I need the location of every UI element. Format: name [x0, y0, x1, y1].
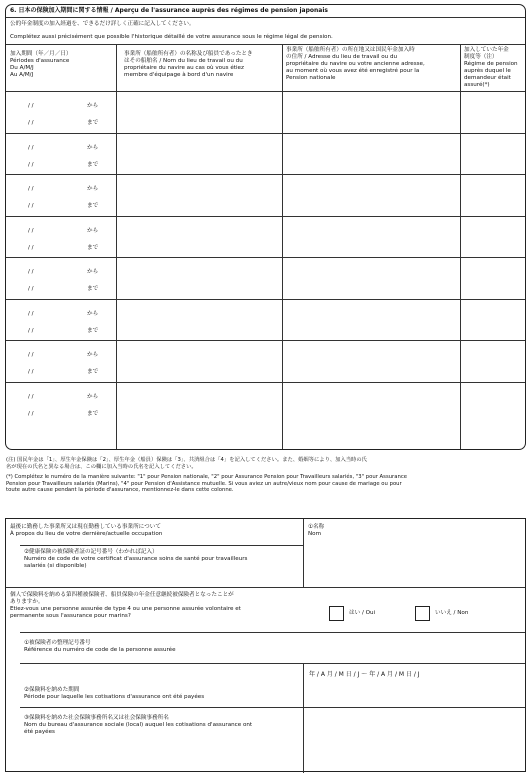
header-address: 事業所（船舶所有者）の所在地又は国民年金加入時 の住所 / Adresse du lieu de travail ou du propriétaire du navire ou votre ancienne adresse, au moment où vous avez été enregistré pour la Pension nationale	[286, 47, 425, 81]
insured-number-label: ①被保険者の整理記号番号 Référence du numéro de code de la personne assurée	[24, 640, 176, 653]
date-slashes: / /	[28, 393, 34, 400]
date-slashes: / /	[28, 186, 34, 192]
date-slashes: / /	[28, 310, 34, 317]
from-label: から	[87, 310, 99, 317]
date-slashes: / /	[28, 410, 34, 417]
last-workplace-label: 最後に勤務した事業所又は現在勤務している事業所について À propos du lieu de votre dernière/actuelle occupation	[10, 524, 163, 537]
yes-label: はい / Oui	[349, 610, 376, 616]
from-label: から	[87, 144, 99, 151]
date-slashes: / /	[28, 144, 34, 151]
history-row[interactable]	[6, 340, 525, 382]
date-slashes: / /	[28, 327, 34, 334]
date-slashes: / /	[28, 103, 34, 109]
to-label: まで	[87, 410, 99, 417]
from-label: から	[87, 186, 99, 192]
no-label: いいえ / Non	[435, 610, 469, 616]
to-label: まで	[87, 203, 99, 209]
from-label: から	[87, 269, 99, 275]
from-label: から	[87, 352, 99, 358]
header-period: 加入期間（年／月／日） Périodes d'assurance Du A/M/J Au A/M/J	[10, 51, 72, 78]
health-cert-label: ②健康保険の被保険者証の記号番号（わかれば記入） Numéro de code de votre certificat d'assurance soins de santé pour travailleurs salariés (si disponible)	[24, 549, 248, 569]
to-label: まで	[87, 286, 99, 292]
to-label: まで	[87, 244, 99, 251]
paid-period-label: ②保険料を納めた期間 Période pour laquelle les cotisations d'assurance ont été payées	[24, 687, 205, 700]
date-slashes: / /	[28, 286, 34, 292]
to-label: まで	[87, 327, 99, 334]
to-label: まで	[87, 120, 99, 126]
date-slashes: / /	[28, 269, 34, 275]
instruction-fr: Complétez aussi précisément que possible l'historique détaillé de votre assurance sous le régime légal de pension.	[10, 34, 333, 40]
yes-checkbox[interactable]	[329, 606, 344, 621]
office-name-label: ③保険料を納めた社会保険事務所名又は社会保険事務所名 Nom du bureau d'assurance sociale (local) auquel les cotisations d'assurance ont été payées	[24, 715, 253, 735]
date-slashes: / /	[28, 203, 34, 209]
history-row[interactable]	[6, 133, 525, 175]
divider	[20, 545, 303, 546]
history-row[interactable]	[6, 174, 525, 216]
divider	[20, 632, 525, 633]
history-row[interactable]	[6, 299, 525, 341]
instruction-jp: 公的年金制度の加入経過を、できるだけ詳しく正確に記入してください。	[10, 21, 195, 27]
date-slashes: / /	[28, 352, 34, 358]
insurance-history-box	[5, 4, 526, 450]
to-label: まで	[87, 161, 99, 168]
section-title: 6. 日本の保険加入期間に関する情報 / Aperçu de l'assurance auprès des régimes de pension japonais	[10, 7, 328, 14]
date-slashes: / /	[28, 120, 34, 126]
from-label: から	[87, 103, 99, 109]
from-label: から	[87, 227, 99, 234]
note-fr: (*) Complétez le numéro de la manière suivante: "1" pour Pension nationale, "2" pour Assurance Pension pour Travailleurs salariés, "3" pour Assurance Pension pour Travailleurs salariés (Marins), "4" pour Pension d'Assistance mutuelle. Si vous aviez un autre/vieux nom pour cause de mariage ou pour toute autre cause pendant la période d'assurance, mentionnez-le dans cette colonne.	[6, 474, 408, 494]
paid-period-date-range[interactable]: 年 / A 月 / M 日 / J ～ 年 / A 月 / M 日 / J	[309, 671, 420, 678]
divider	[6, 17, 525, 18]
history-row[interactable]	[6, 382, 525, 424]
history-row[interactable]	[6, 257, 525, 299]
name-label: ①名称 Nom	[308, 524, 325, 537]
date-slashes: / /	[28, 227, 34, 234]
from-label: から	[87, 393, 99, 400]
date-slashes: / /	[28, 369, 34, 375]
to-label: まで	[87, 369, 99, 375]
no-checkbox[interactable]	[415, 606, 430, 621]
header-employer: 事業所（船舶所有者）の名称及び船員であったとき はその船舶名 / Nom du lieu de travail ou du propriétaire du navire au cas où vous étiez membre d'équipage à bord d'un navire	[124, 51, 253, 78]
divider	[20, 707, 525, 708]
column-divider	[303, 519, 304, 587]
type4-question: 個人で保険料を納める第四種被保険者、船員保険の年金任意継続被保険者となったことが ありますか。 Etiez-vous une personne assurée de type 4 ou une personne assurée volontaire et permanente sous l'assurance pour marins?	[10, 592, 241, 619]
date-slashes: / /	[28, 161, 34, 168]
date-slashes: / /	[28, 244, 34, 251]
last-workplace-box	[5, 518, 526, 772]
divider	[6, 44, 525, 45]
history-row[interactable]	[6, 216, 525, 258]
note-jp: (注) 国民年金は「1」、厚生年金保険は「2」、厚生年金（船員）保険は「3」、共済組合は「4」を記入してください。また、婚姻等により、加入当時の氏 名が現在の氏名と異なる場合は、この欄に加入当時の氏名を記入してください。	[6, 457, 367, 470]
divider	[6, 587, 525, 588]
divider	[20, 663, 525, 664]
header-scheme: 加入していた年金 制度等（注） Régime de pension auprès duquel le demandeur était assuré(*)	[464, 47, 518, 88]
history-row[interactable]	[6, 91, 525, 133]
